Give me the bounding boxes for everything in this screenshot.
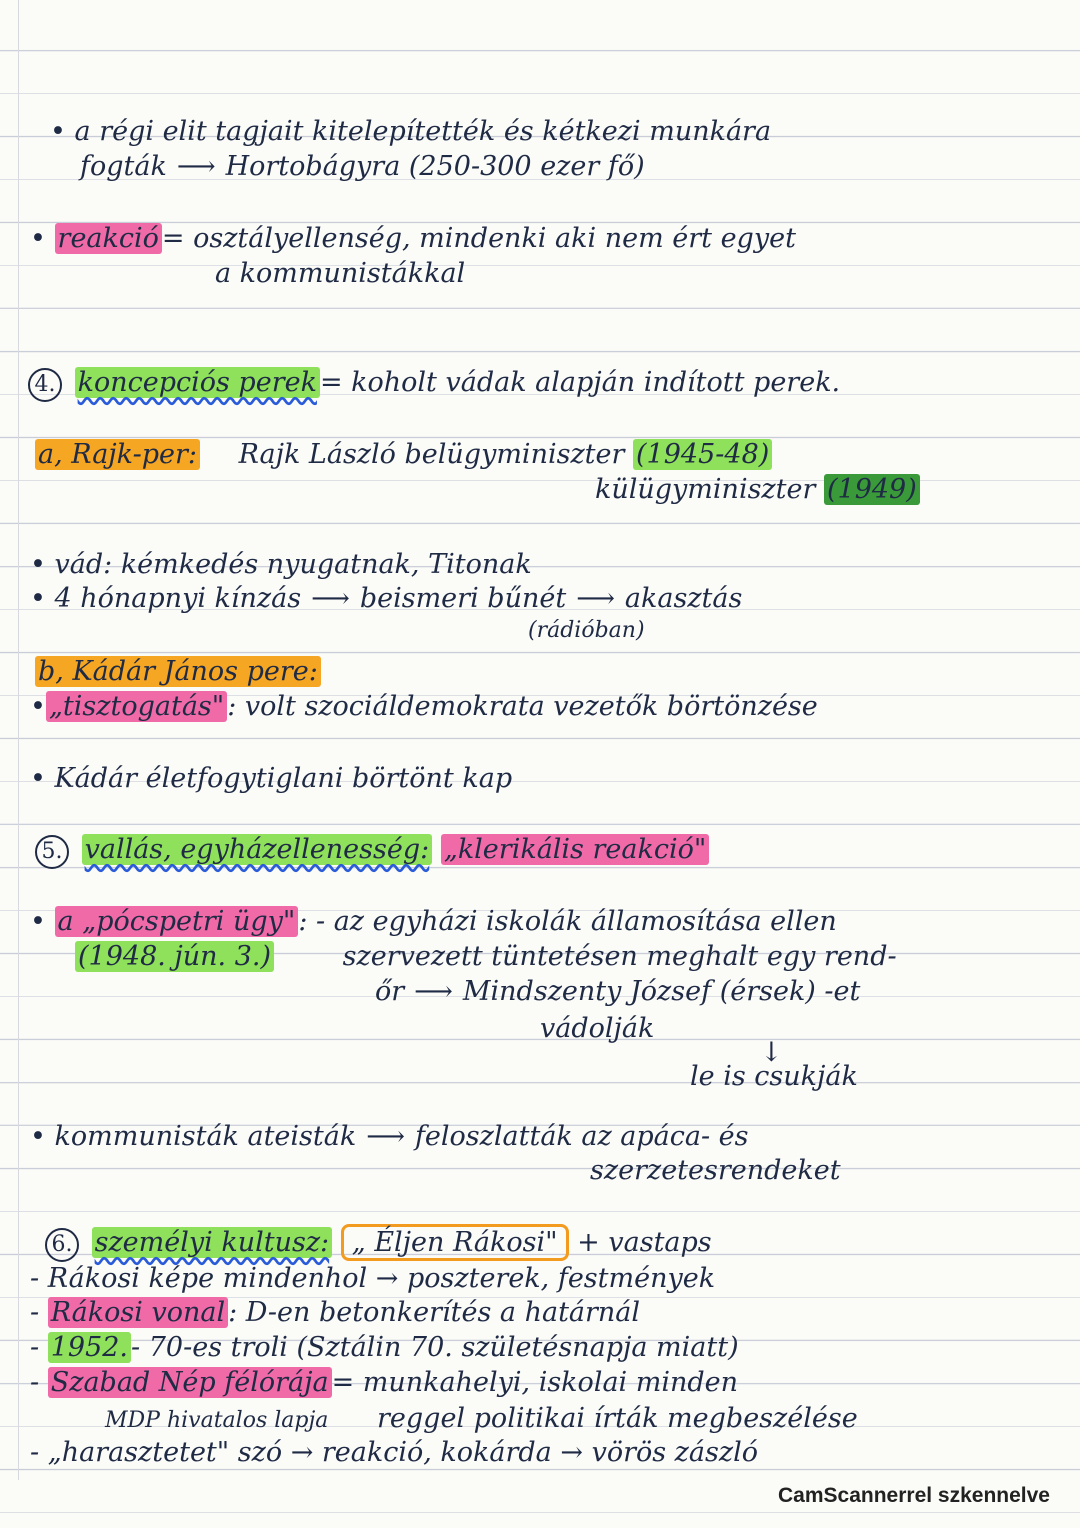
text-line	[80, 150, 645, 184]
bullet: -	[30, 1367, 40, 1398]
text-line	[50, 115, 771, 149]
bullet: •	[30, 906, 46, 937]
text: (rádióban)	[528, 618, 645, 643]
text-line	[35, 655, 321, 689]
text-line	[30, 1366, 738, 1400]
text-line	[30, 582, 742, 616]
text: = koholt vádak alapján indított perek.	[319, 367, 841, 398]
highlighted-date: 1952.	[48, 1332, 131, 1363]
text-line	[540, 1012, 654, 1046]
text-line	[30, 222, 796, 256]
text: reggel politikai írták megbeszélése	[377, 1403, 858, 1434]
text-line	[30, 1436, 758, 1470]
text-line	[75, 940, 897, 974]
highlighted-term: Rákosi vonal	[48, 1297, 228, 1328]
text-line	[30, 548, 532, 582]
bullet: -	[30, 1332, 40, 1363]
text: akasztás	[624, 583, 743, 614]
text: vádolják	[540, 1013, 655, 1044]
bullet: -	[30, 1297, 40, 1328]
text: - „harasztetet" szó → reakció, kokárda → vörös zászló	[30, 1437, 758, 1468]
text: : - az egyházi iskolák államosítása ellen	[298, 906, 837, 937]
text: • vád: kémkedés nyugatnak, Titonak	[30, 549, 532, 580]
text: • 4 hónapnyi kínzás	[30, 583, 302, 614]
text: • Kádár életfogytiglani börtönt kap	[30, 763, 513, 794]
text-line	[690, 1060, 858, 1094]
highlighted-term: koncepciós perek	[75, 367, 320, 398]
text-line	[30, 690, 818, 724]
section-heading	[28, 366, 840, 402]
text: = osztályellenség, mindenki aki nem ért egyet	[161, 223, 796, 254]
highlighted-term: reakció	[55, 223, 162, 254]
highlighted-term: b, Kádár János pere:	[35, 656, 321, 687]
text-line	[375, 975, 860, 1009]
highlighted-date: (1949)	[824, 474, 920, 505]
text-line	[595, 473, 920, 507]
arrow-icon: ⟶	[576, 583, 615, 614]
margin-line	[18, 0, 19, 1480]
text-line	[30, 762, 512, 796]
text: a kommunistákkal	[215, 258, 466, 289]
bullet: •	[30, 223, 46, 254]
highlighted-term: a „pócspetri ügy"	[55, 906, 299, 937]
text: le is csukják	[690, 1061, 858, 1092]
text: Rajk László belügyminiszter	[238, 439, 625, 470]
annotation: MDP hivatalos lapja	[105, 1408, 329, 1433]
text-line	[35, 438, 772, 472]
text: : D-en betonkerítés a határnál	[228, 1297, 641, 1328]
text-line	[30, 1296, 640, 1330]
highlighted-term: Szabad Nép félórája	[48, 1367, 332, 1398]
highlighted-term: a, Rajk-per:	[35, 439, 200, 470]
bullet: •	[30, 691, 46, 722]
text: Hortobágyra (250-300 ezer fő)	[225, 151, 645, 182]
text-line	[30, 1331, 739, 1365]
scanner-watermark: CamScannerrel szkennelve	[778, 1484, 1050, 1507]
highlighted-term: „tisztogatás"	[46, 691, 227, 722]
highlighted-date: (1948. jún. 3.)	[75, 941, 274, 972]
section-number: 4.	[28, 368, 62, 402]
text-line	[105, 1402, 858, 1438]
arrow-icon: ⟶	[366, 1121, 405, 1152]
text: fogták	[80, 151, 167, 182]
text: - 70-es troli (Sztálin 70. születésnapja miatt)	[131, 1332, 739, 1363]
text-line	[528, 614, 645, 648]
text-line	[30, 1262, 715, 1296]
text: + vastaps	[577, 1227, 712, 1258]
text: szervezett tüntetésen meghalt egy rend-	[342, 941, 897, 972]
arrow-icon: ⟶	[311, 583, 350, 614]
text: = munkahelyi, iskolai minden	[331, 1367, 739, 1398]
arrow-icon: ⟶	[176, 151, 216, 182]
section-heading	[45, 1226, 712, 1262]
down-arrow-icon: ↓	[760, 1037, 783, 1068]
section-heading	[35, 833, 709, 869]
text: • a régi elit tagjait kitelepítették és kétkezi munkára	[50, 116, 772, 147]
text: • kommunisták ateisták	[30, 1121, 357, 1152]
text-line	[30, 1120, 749, 1154]
section-number: 5.	[35, 835, 69, 869]
text: Mindszenty József (érsek) -et	[462, 976, 861, 1007]
highlighted-term: „klerikális reakció"	[441, 834, 709, 865]
text: - Rákosi képe mindenhol → poszterek, festmények	[30, 1263, 716, 1294]
text: feloszlatták az apáca- és	[414, 1121, 749, 1152]
text-line	[590, 1154, 841, 1188]
text: külügyminiszter	[595, 474, 816, 505]
text: szerzetesrendeket	[590, 1155, 841, 1186]
text: : volt szociáldemokrata vezetők börtönzése	[227, 691, 818, 722]
highlighted-date: (1945-48)	[633, 439, 772, 470]
arrow-icon: ⟶	[414, 976, 453, 1007]
section-number: 6.	[45, 1228, 79, 1262]
highlighted-term: személyi kultusz:	[92, 1227, 333, 1258]
boxed-slogan: „ Éljen Rákosi"	[341, 1224, 569, 1261]
text-line	[215, 257, 465, 291]
text: beismeri bűnét	[359, 583, 567, 614]
text-line	[30, 905, 837, 939]
highlighted-term: vallás, egyházellenesség:	[82, 834, 433, 865]
text: őr	[375, 976, 405, 1007]
